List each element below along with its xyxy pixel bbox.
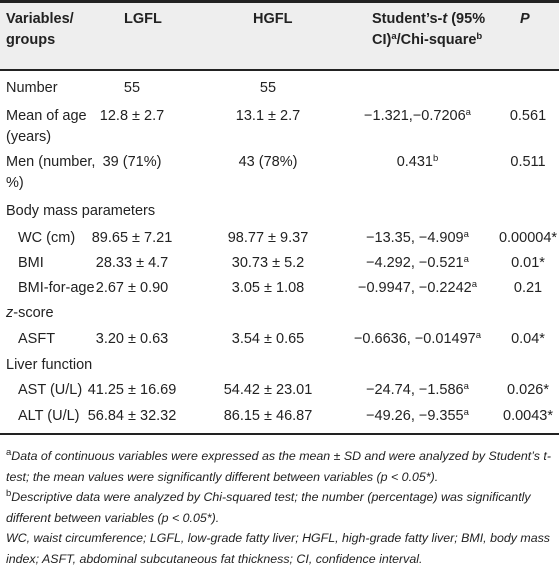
header-lgfl: LGFL (124, 11, 162, 27)
header-statistic: Student’s-t (95% CI)$^a$/Chi-square$^b$ (372, 11, 486, 48)
row-label: BMI-for-age z-score (6, 280, 95, 321)
p-value: 0.21 (513, 280, 543, 296)
stat-value: −24.74, −1.586$^a$ (366, 381, 469, 398)
lgfl-value: 3.20 ± 0.63 (95, 331, 169, 347)
p-value: 0.01* (511, 255, 545, 271)
footnote-a: $^a$Data of continuous variables were expressed as the mean ± SD and were analyzed by Student’s t-test; the mean values were significantly different between variables (p < 0.05*). (6, 447, 551, 484)
hgfl-value: 98.77 ± 9.37 (227, 230, 309, 246)
hgfl-value: 86.15 ± 46.87 (223, 408, 313, 424)
hgfl-value: 54.42 ± 23.01 (223, 382, 313, 398)
row-label: ASFT (18, 331, 56, 347)
p-value: 0.511 (510, 154, 546, 170)
p-value: 0.026* (507, 382, 549, 398)
row-label: Men (number, %) (6, 154, 96, 191)
header-variables-groups: Variables/ groups (6, 11, 74, 48)
lgfl-value: 41.25 ± 16.69 (87, 382, 177, 398)
stat-value: 0.431$^b$ (396, 153, 439, 170)
table-header (0, 0, 559, 71)
lgfl-value: 28.33 ± 4.7 (95, 255, 169, 271)
header-p-value: P (520, 11, 530, 27)
stat-value: −4.292, −0.521$^a$ (366, 254, 469, 271)
section-label: Liver function (6, 357, 93, 373)
section-label: Body mass parameters (6, 203, 156, 219)
stat-value: −1.321,−0.7206$^a$ (364, 107, 471, 124)
row-label: Number (6, 80, 58, 96)
p-value: 0.04* (511, 331, 545, 347)
row-label: WC (cm) (18, 230, 76, 246)
hgfl-value: 30.73 ± 5.2 (231, 255, 305, 271)
hgfl-value: 13.1 ± 2.7 (235, 108, 301, 124)
stat-value: −49.26, −9.355$^a$ (366, 407, 469, 424)
lgfl-value: 12.8 ± 2.7 (99, 108, 165, 124)
lgfl-value: 55 (123, 80, 141, 96)
row-label: Mean of age (years) (6, 108, 87, 145)
row-label: AST (U/L) (18, 382, 83, 398)
lgfl-value: 39 (71%) (102, 154, 162, 170)
p-value: 0.0043* (503, 408, 553, 424)
footnote-abbreviations: WC, waist circumference; LGFL, low-grade fatty liver; HGFL, high-grade fatty liver; BMI, body mass index; ASFT, abdominal subcutaneous fat thickness; CI, confidence interval. (6, 531, 550, 566)
p-value: 0.561 (509, 108, 547, 124)
lgfl-value: 89.65 ± 7.21 (91, 230, 173, 246)
table-bottom-rule (0, 433, 559, 435)
hgfl-value: 3.05 ± 1.08 (231, 280, 305, 296)
header-hgfl: HGFL (253, 11, 293, 27)
p-value: 0.00004* (498, 230, 558, 246)
footnote-b: $^b$Descriptive data were analyzed by Chi-squared test; the number (percentage) was significantly different between variables (p < 0.05*). (6, 488, 531, 525)
hgfl-value: 55 (259, 80, 277, 96)
stat-value: −13.35, −4.909$^a$ (366, 229, 469, 246)
hgfl-value: 3.54 ± 0.65 (231, 331, 305, 347)
row-label: BMI (18, 255, 44, 271)
hgfl-value: 43 (78%) (238, 154, 298, 170)
lgfl-value: 2.67 ± 0.90 (95, 280, 169, 296)
table-footnotes (6, 446, 554, 569)
row-label: ALT (U/L) (18, 408, 80, 424)
stat-value: −0.6636, −0.01497$^a$ (353, 330, 482, 347)
stat-value: −0.9947, −0.2242$^a$ (358, 279, 477, 296)
lgfl-value: 56.84 ± 32.32 (87, 408, 177, 424)
